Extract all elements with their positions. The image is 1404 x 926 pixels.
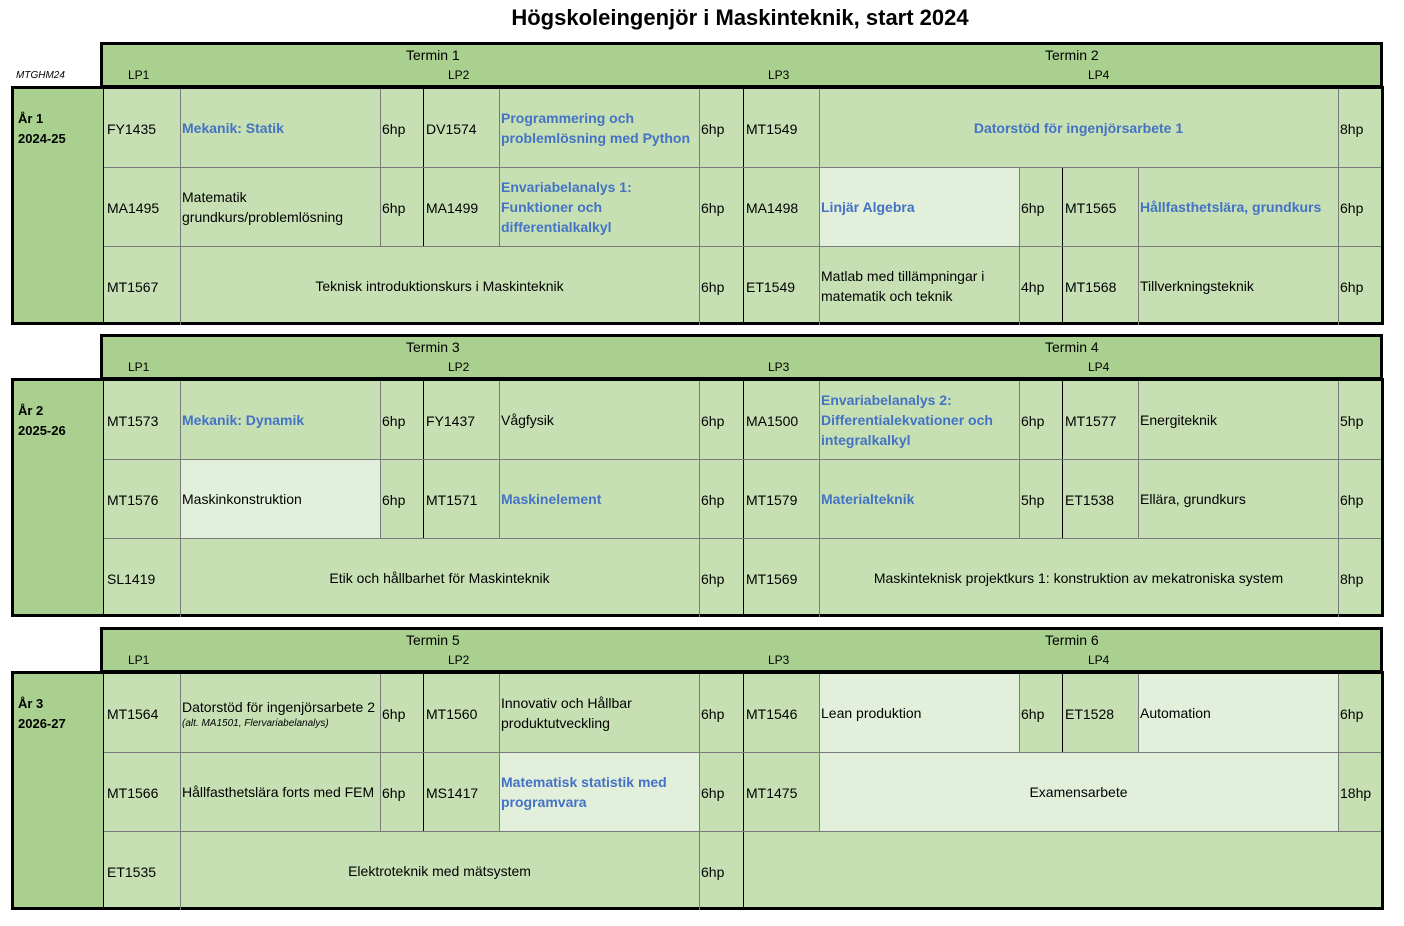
cell-divider xyxy=(1338,247,1339,325)
course-credits: 6hp xyxy=(701,705,725,722)
cell-divider xyxy=(1019,381,1020,459)
course-credits: 6hp xyxy=(382,199,406,216)
cell-divider xyxy=(380,89,381,167)
year-block-3 xyxy=(11,671,1384,910)
cell-divider xyxy=(699,381,700,459)
course-credits: 6hp xyxy=(1021,705,1045,722)
lp-label: LP4 xyxy=(1088,68,1110,82)
cell-divider xyxy=(180,832,181,910)
lp-label: LP4 xyxy=(1088,653,1110,667)
cell-divider xyxy=(380,381,381,459)
course-code: MT1571 xyxy=(426,491,478,508)
course-code: MS1417 xyxy=(426,784,479,801)
cell-divider xyxy=(180,753,181,831)
term-header-2 xyxy=(100,334,1383,380)
cell-divider xyxy=(1019,460,1020,538)
course-credits: 5hp xyxy=(1340,412,1364,429)
course-code: MT1568 xyxy=(1065,278,1117,295)
cell-divider xyxy=(1338,168,1339,246)
course-name xyxy=(1138,247,1338,325)
cell-divider xyxy=(180,460,181,538)
course-title: Teknisk introduktionskurs i Maskinteknik xyxy=(315,278,564,294)
course-name xyxy=(1138,460,1338,538)
course-title: Innovativ och Hållbar produktutveckling xyxy=(501,695,632,731)
lp-label: LP4 xyxy=(1088,360,1110,374)
course-code: MT1565 xyxy=(1065,199,1117,216)
course-code: MT1546 xyxy=(746,705,798,722)
year-label xyxy=(14,674,104,907)
cell-divider xyxy=(1338,674,1339,752)
course-name xyxy=(1138,381,1338,459)
course-name xyxy=(819,674,1019,752)
course-credits: 6hp xyxy=(382,120,406,137)
course-name xyxy=(180,89,380,167)
course-credits: 6hp xyxy=(701,570,725,587)
course-name xyxy=(499,460,699,538)
course-title: Programmering och problemlösning med Python xyxy=(501,110,691,146)
course-name xyxy=(499,753,699,831)
lp-label: LP3 xyxy=(768,653,790,667)
course-name xyxy=(499,674,699,752)
course-credits: 6hp xyxy=(1021,412,1045,429)
course-code: MT1573 xyxy=(107,412,159,429)
course-credits: 18hp xyxy=(1340,784,1372,801)
course-code: MT1579 xyxy=(746,491,798,508)
course-credits: 6hp xyxy=(382,412,406,429)
course-credits: 4hp xyxy=(1021,278,1045,295)
cell-divider xyxy=(819,753,820,831)
term-label: Termin 5 xyxy=(406,632,460,648)
cell-divider xyxy=(699,832,700,910)
course-name xyxy=(819,89,1338,167)
cell-divider xyxy=(499,753,500,831)
cell-divider xyxy=(180,168,181,246)
cell-divider xyxy=(1019,168,1020,246)
cell-divider xyxy=(180,674,181,752)
course-credits: 8hp xyxy=(1340,570,1364,587)
course-code: ET1538 xyxy=(1065,491,1115,508)
course-code: ET1549 xyxy=(746,278,796,295)
course-code: FY1435 xyxy=(107,120,157,137)
course-credits: 6hp xyxy=(1340,278,1364,295)
cell-divider xyxy=(699,674,700,752)
course-credits: 8hp xyxy=(1340,120,1364,137)
course-title: Ellära, grundkurs xyxy=(1140,491,1246,507)
course-code: MT1566 xyxy=(107,784,159,801)
course-title: Lean produktion xyxy=(821,705,922,721)
course-title: Matlab med tillämpningar i matematik och teknik xyxy=(821,268,985,304)
course-code: MT1475 xyxy=(746,784,798,801)
course-credits: 6hp xyxy=(701,120,725,137)
cell-divider xyxy=(819,247,820,325)
course-credits: 6hp xyxy=(701,199,725,216)
course-credits: 6hp xyxy=(1021,199,1045,216)
year-block-1 xyxy=(11,86,1384,325)
cell-divider xyxy=(819,89,820,167)
lp-label: LP1 xyxy=(128,653,150,667)
course-title: Mekanik: Dynamik xyxy=(182,412,305,428)
course-title: Mekanik: Statik xyxy=(182,120,284,136)
course-title: Elektroteknik med mätsystem xyxy=(348,863,531,879)
cell-divider xyxy=(1138,381,1139,459)
cell-divider xyxy=(499,381,500,459)
course-title: Maskinelement xyxy=(501,491,602,507)
lp-label: LP1 xyxy=(128,360,150,374)
year-name xyxy=(18,109,66,149)
course-name xyxy=(180,753,380,831)
cell-divider xyxy=(1338,89,1339,167)
page-title: Högskoleingenjör i Maskinteknik, start 2024 xyxy=(511,5,969,30)
course-code: ET1528 xyxy=(1065,705,1115,722)
academic-years: 2025-26 xyxy=(18,423,66,438)
course-credits: 6hp xyxy=(701,491,725,508)
cell-divider xyxy=(180,381,181,459)
course-title: Vågfysik xyxy=(501,412,554,428)
course-code: MT1549 xyxy=(746,120,798,137)
cell-divider xyxy=(819,674,820,752)
year-label xyxy=(14,381,104,614)
cell-divider xyxy=(1019,674,1020,752)
course-title: Maskinteknisk projektkurs 1: konstruktion av mekatroniska system xyxy=(873,570,1284,586)
course-code: DV1574 xyxy=(426,120,477,137)
academic-years: 2024-25 xyxy=(18,131,66,146)
course-name xyxy=(499,168,699,246)
course-name xyxy=(180,247,699,325)
cell-divider xyxy=(699,753,700,831)
cell-divider xyxy=(180,89,181,167)
course-credits: 6hp xyxy=(1340,705,1364,722)
lp-label: LP2 xyxy=(448,653,470,667)
program-code: MTGHM24 xyxy=(16,70,65,81)
course-title: Envariabelanalys 1: Funktioner och differentialkalkyl xyxy=(501,179,632,235)
course-title: Datorstöd för ingenjörsarbete 2 xyxy=(182,698,375,715)
course-alternative-note: (alt. MA1501, Flervariabelanalys) xyxy=(182,717,329,729)
course-code: MT1567 xyxy=(107,278,159,295)
lp-label: LP2 xyxy=(448,68,470,82)
course-name xyxy=(819,381,1019,459)
course-name xyxy=(180,381,380,459)
course-credits: 6hp xyxy=(382,705,406,722)
cell-divider xyxy=(1338,753,1339,831)
cell-divider xyxy=(819,460,820,538)
course-code: SL1419 xyxy=(107,570,156,587)
course-code: MA1495 xyxy=(107,199,160,216)
term-label: Termin 2 xyxy=(1045,47,1099,63)
course-title: Matematik grundkurs/problemlösning xyxy=(182,189,344,225)
cell-divider xyxy=(819,381,820,459)
course-title: Datorstöd för ingenjörsarbete 1 xyxy=(973,120,1184,136)
cell-divider xyxy=(180,539,181,617)
course-credits: 6hp xyxy=(701,278,725,295)
course-title: Etik och hållbarhet för Maskinteknik xyxy=(329,570,550,586)
cell-divider xyxy=(499,460,500,538)
course-name xyxy=(180,168,380,246)
course-code: MT1560 xyxy=(426,705,478,722)
course-name xyxy=(180,832,699,910)
course-name xyxy=(1138,168,1338,246)
lp-label: LP3 xyxy=(768,360,790,374)
lp-label: LP2 xyxy=(448,360,470,374)
cell-divider xyxy=(180,247,181,325)
year-number: År 1 xyxy=(18,111,44,126)
course-title: Hållfasthetslära forts med FEM xyxy=(182,784,375,800)
cell-divider xyxy=(1138,168,1139,246)
course-code: FY1437 xyxy=(426,412,476,429)
course-title: Hållfasthetslära, grundkurs xyxy=(1140,199,1322,215)
cell-divider xyxy=(699,539,700,617)
term-label: Termin 1 xyxy=(406,47,460,63)
cell-divider xyxy=(499,168,500,246)
course-title: Matematisk statistik med programvara xyxy=(501,774,667,810)
course-name xyxy=(1138,674,1338,752)
term-header-3 xyxy=(100,627,1383,673)
year-label xyxy=(14,89,104,322)
course-title: Tillverkningsteknik xyxy=(1140,278,1254,294)
course-title: Automation xyxy=(1140,705,1211,721)
course-credits: 6hp xyxy=(701,412,725,429)
term-label: Termin 6 xyxy=(1045,632,1099,648)
cell-divider xyxy=(1338,381,1339,459)
course-name xyxy=(499,89,699,167)
course-code: MT1576 xyxy=(107,491,159,508)
course-name xyxy=(180,460,380,538)
lp-label: LP3 xyxy=(768,68,790,82)
course-code: MT1564 xyxy=(107,705,159,722)
course-code: MT1569 xyxy=(746,570,798,587)
cell-divider xyxy=(499,674,500,752)
block-divider xyxy=(743,832,744,910)
year-name xyxy=(18,401,66,441)
cell-divider xyxy=(699,460,700,538)
cell-divider xyxy=(699,168,700,246)
year-number: År 3 xyxy=(18,696,44,711)
term-label: Termin 4 xyxy=(1045,339,1099,355)
cell-divider xyxy=(1138,460,1139,538)
year-name xyxy=(18,694,66,734)
cell-divider xyxy=(819,168,820,246)
cell-divider xyxy=(380,460,381,538)
course-name xyxy=(180,674,380,752)
course-code: ET1535 xyxy=(107,863,157,880)
course-code: MT1577 xyxy=(1065,412,1117,429)
course-code: MA1500 xyxy=(746,412,799,429)
course-title: Energiteknik xyxy=(1140,412,1218,428)
course-name xyxy=(819,539,1338,617)
term-label: Termin 3 xyxy=(406,339,460,355)
course-credits: 5hp xyxy=(1021,491,1045,508)
course-name xyxy=(180,539,699,617)
course-credits: 6hp xyxy=(1340,199,1364,216)
course-title: Linjär Algebra xyxy=(821,199,915,215)
cell-divider xyxy=(1338,539,1339,617)
course-code: MA1499 xyxy=(426,199,479,216)
course-code: MA1498 xyxy=(746,199,799,216)
cell-divider xyxy=(380,168,381,246)
cell-divider xyxy=(1138,247,1139,325)
course-credits: 6hp xyxy=(382,491,406,508)
course-name xyxy=(499,381,699,459)
cell-divider xyxy=(819,539,820,617)
year-block-2 xyxy=(11,378,1384,617)
course-credits: 6hp xyxy=(382,784,406,801)
academic-years: 2026-27 xyxy=(18,716,66,731)
cell-divider xyxy=(380,674,381,752)
cell-divider xyxy=(699,89,700,167)
year-number: År 2 xyxy=(18,403,44,418)
cell-divider xyxy=(1338,460,1339,538)
cell-divider xyxy=(699,247,700,325)
cell-divider xyxy=(1019,247,1020,325)
cell-divider xyxy=(380,753,381,831)
course-name xyxy=(819,460,1019,538)
course-title: Materialteknik xyxy=(821,491,915,507)
course-title: Maskinkonstruktion xyxy=(182,491,302,507)
course-title: Examensarbete xyxy=(1029,784,1128,800)
course-credits: 6hp xyxy=(1340,491,1364,508)
course-name xyxy=(819,168,1019,246)
course-title: Envariabelanalys 2: Differentialekvationer och integralkalkyl xyxy=(821,392,993,448)
course-name xyxy=(819,247,1019,325)
course-credits: 6hp xyxy=(701,784,725,801)
course-name xyxy=(819,753,1338,831)
term-header-1 xyxy=(100,42,1383,88)
cell-divider xyxy=(499,89,500,167)
lp-label: LP1 xyxy=(128,68,150,82)
cell-divider xyxy=(1138,674,1139,752)
course-credits: 6hp xyxy=(701,863,725,880)
